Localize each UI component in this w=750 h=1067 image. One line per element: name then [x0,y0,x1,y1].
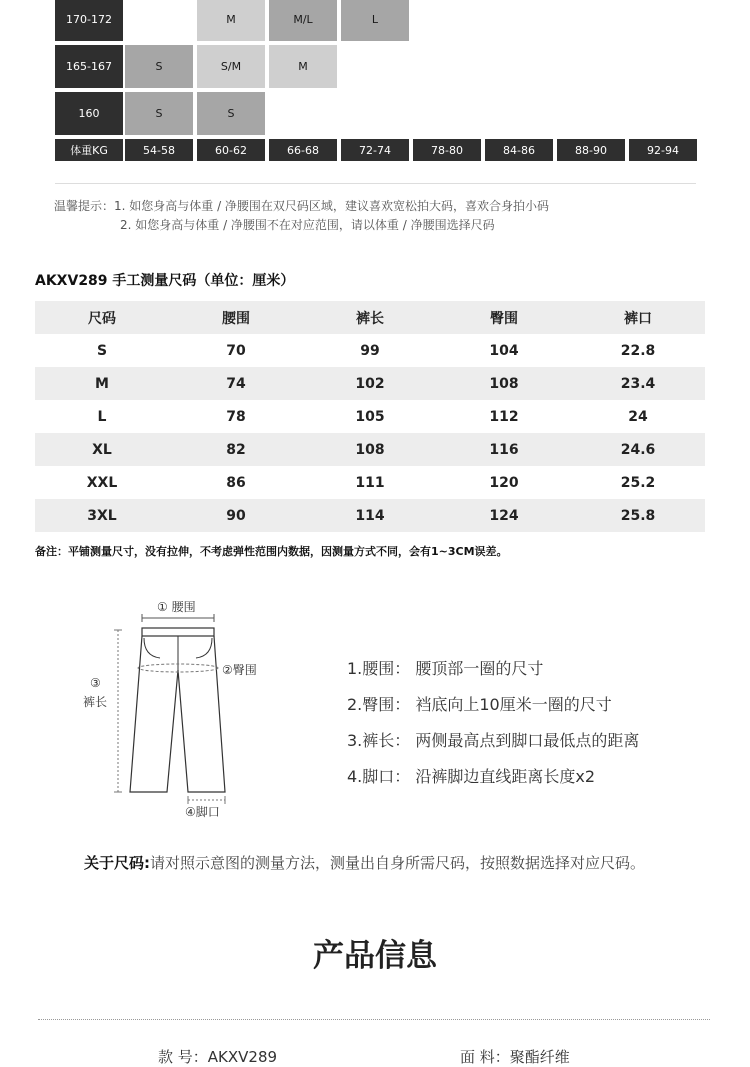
height-label: 165-167 [55,45,123,88]
definition-length: 3.裤长： 两侧最高点到脚口最低点的距离 [347,731,640,750]
weight-range: 78-80 [413,139,481,161]
table-cell: S [96,342,108,359]
table-cell: 25.2 [620,474,656,491]
pants-diagram [100,610,250,810]
weight-axis-label: 体重KG [55,139,123,161]
definition-waist: 1.腰围： 腰顶部一圈的尺寸 [347,659,544,678]
size-cell: M [197,0,265,41]
table-cell: 70 [226,342,246,359]
waist-label: ① 腰围 [157,600,196,614]
table-note: 备注：平铺测量尺寸，没有拉伸，不考虑弹性范围内数据，因测量方式不同，会有1~3CM误差。 [35,545,508,558]
table-cell: 108 [437,367,571,400]
dotted-divider [38,1019,710,1020]
size-cell: S/M [197,45,265,88]
size-advice-label: 关于尺码: [84,854,150,872]
column-header: 裤长 [303,301,437,334]
hem-label: ④脚口 [185,805,220,819]
weight-range: 66-68 [269,139,337,161]
table-cell: 25.8 [571,499,705,532]
hip-label: ②臀围 [222,663,257,677]
table-cell: M [35,367,169,400]
size-cell: S [125,45,193,88]
column-header: 裤口 [571,301,705,334]
table-title: AKXV289 手工测量尺码（单位：厘米） [35,273,295,289]
table-cell: 99 [360,342,380,359]
table-row [35,367,705,400]
length-number: ③ [90,676,101,690]
table-row [35,400,705,433]
table-row [35,433,705,466]
table-cell: 114 [303,499,437,532]
table-row [35,334,705,367]
size-cell: M/L [269,0,337,41]
weight-range: 88-90 [557,139,625,161]
weight-range: 92-94 [629,139,697,161]
product-info-left: 款 号：AKXV289 [158,1048,278,1066]
table-cell: 3XL [35,499,169,532]
size-cell: L [341,0,409,41]
table-cell: 112 [489,408,519,425]
table-cell: 78 [226,408,246,425]
table-cell: 22.8 [620,342,656,359]
table-cell: 116 [437,433,571,466]
table-cell: 120 [489,474,519,491]
table-cell: XXL [86,474,118,491]
column-header: 腰围 [169,301,303,334]
definition-hip: 2.臀围： 裆底向上10厘米一圈的尺寸 [347,695,612,714]
table-row [35,466,705,499]
tip-line-1: 温馨提示：1. 如您身高与体重 / 净腰围在双尺码区域，建议喜欢宽松拍大码，喜欢合身拍小码 [54,199,549,213]
weight-range: 84-86 [485,139,553,161]
table-cell: L [97,408,107,425]
size-advice [84,848,684,878]
weight-range: 72-74 [341,139,409,161]
size-advice-text: 请对照示意图的测量方法，测量出自身所需尺码，按照数据选择对应尺码。 [150,854,646,872]
table-cell: 111 [355,474,385,491]
table-cell: 86 [226,474,246,491]
table-cell: 124 [437,499,571,532]
product-info-right: 面 料：聚酯纤维 [460,1048,570,1066]
column-header: 尺码 [35,301,169,334]
table-row [35,499,705,532]
size-cell: S [197,92,265,135]
weight-range: 54-58 [125,139,193,161]
size-cell: M [269,45,337,88]
table-cell: 24.6 [571,433,705,466]
table-cell: 90 [169,499,303,532]
table-cell: XL [35,433,169,466]
table-cell: 23.4 [571,367,705,400]
table-cell: 102 [303,367,437,400]
weight-range: 60-62 [197,139,265,161]
table-cell: 105 [355,408,385,425]
column-header: 臀围 [437,301,571,334]
definition-hem: 4.脚口： 沿裤脚边直线距离长度x2 [347,767,596,786]
divider [55,183,696,184]
table-cell: 82 [169,433,303,466]
size-table [35,301,705,532]
table-header-row [35,301,705,334]
tip-line-2: 2. 如您身高与体重 / 净腰围不在对应范围，请以体重 / 净腰围选择尺码 [120,218,495,232]
length-label: 裤长 [83,695,108,709]
table-cell: 74 [169,367,303,400]
section-title: 产品信息 [313,938,437,974]
height-label: 160 [55,92,123,135]
height-label: 170-172 [55,0,123,41]
table-cell: 108 [303,433,437,466]
table-cell: 24 [628,408,648,425]
table-cell: 104 [489,342,519,359]
size-cell: S [125,92,193,135]
